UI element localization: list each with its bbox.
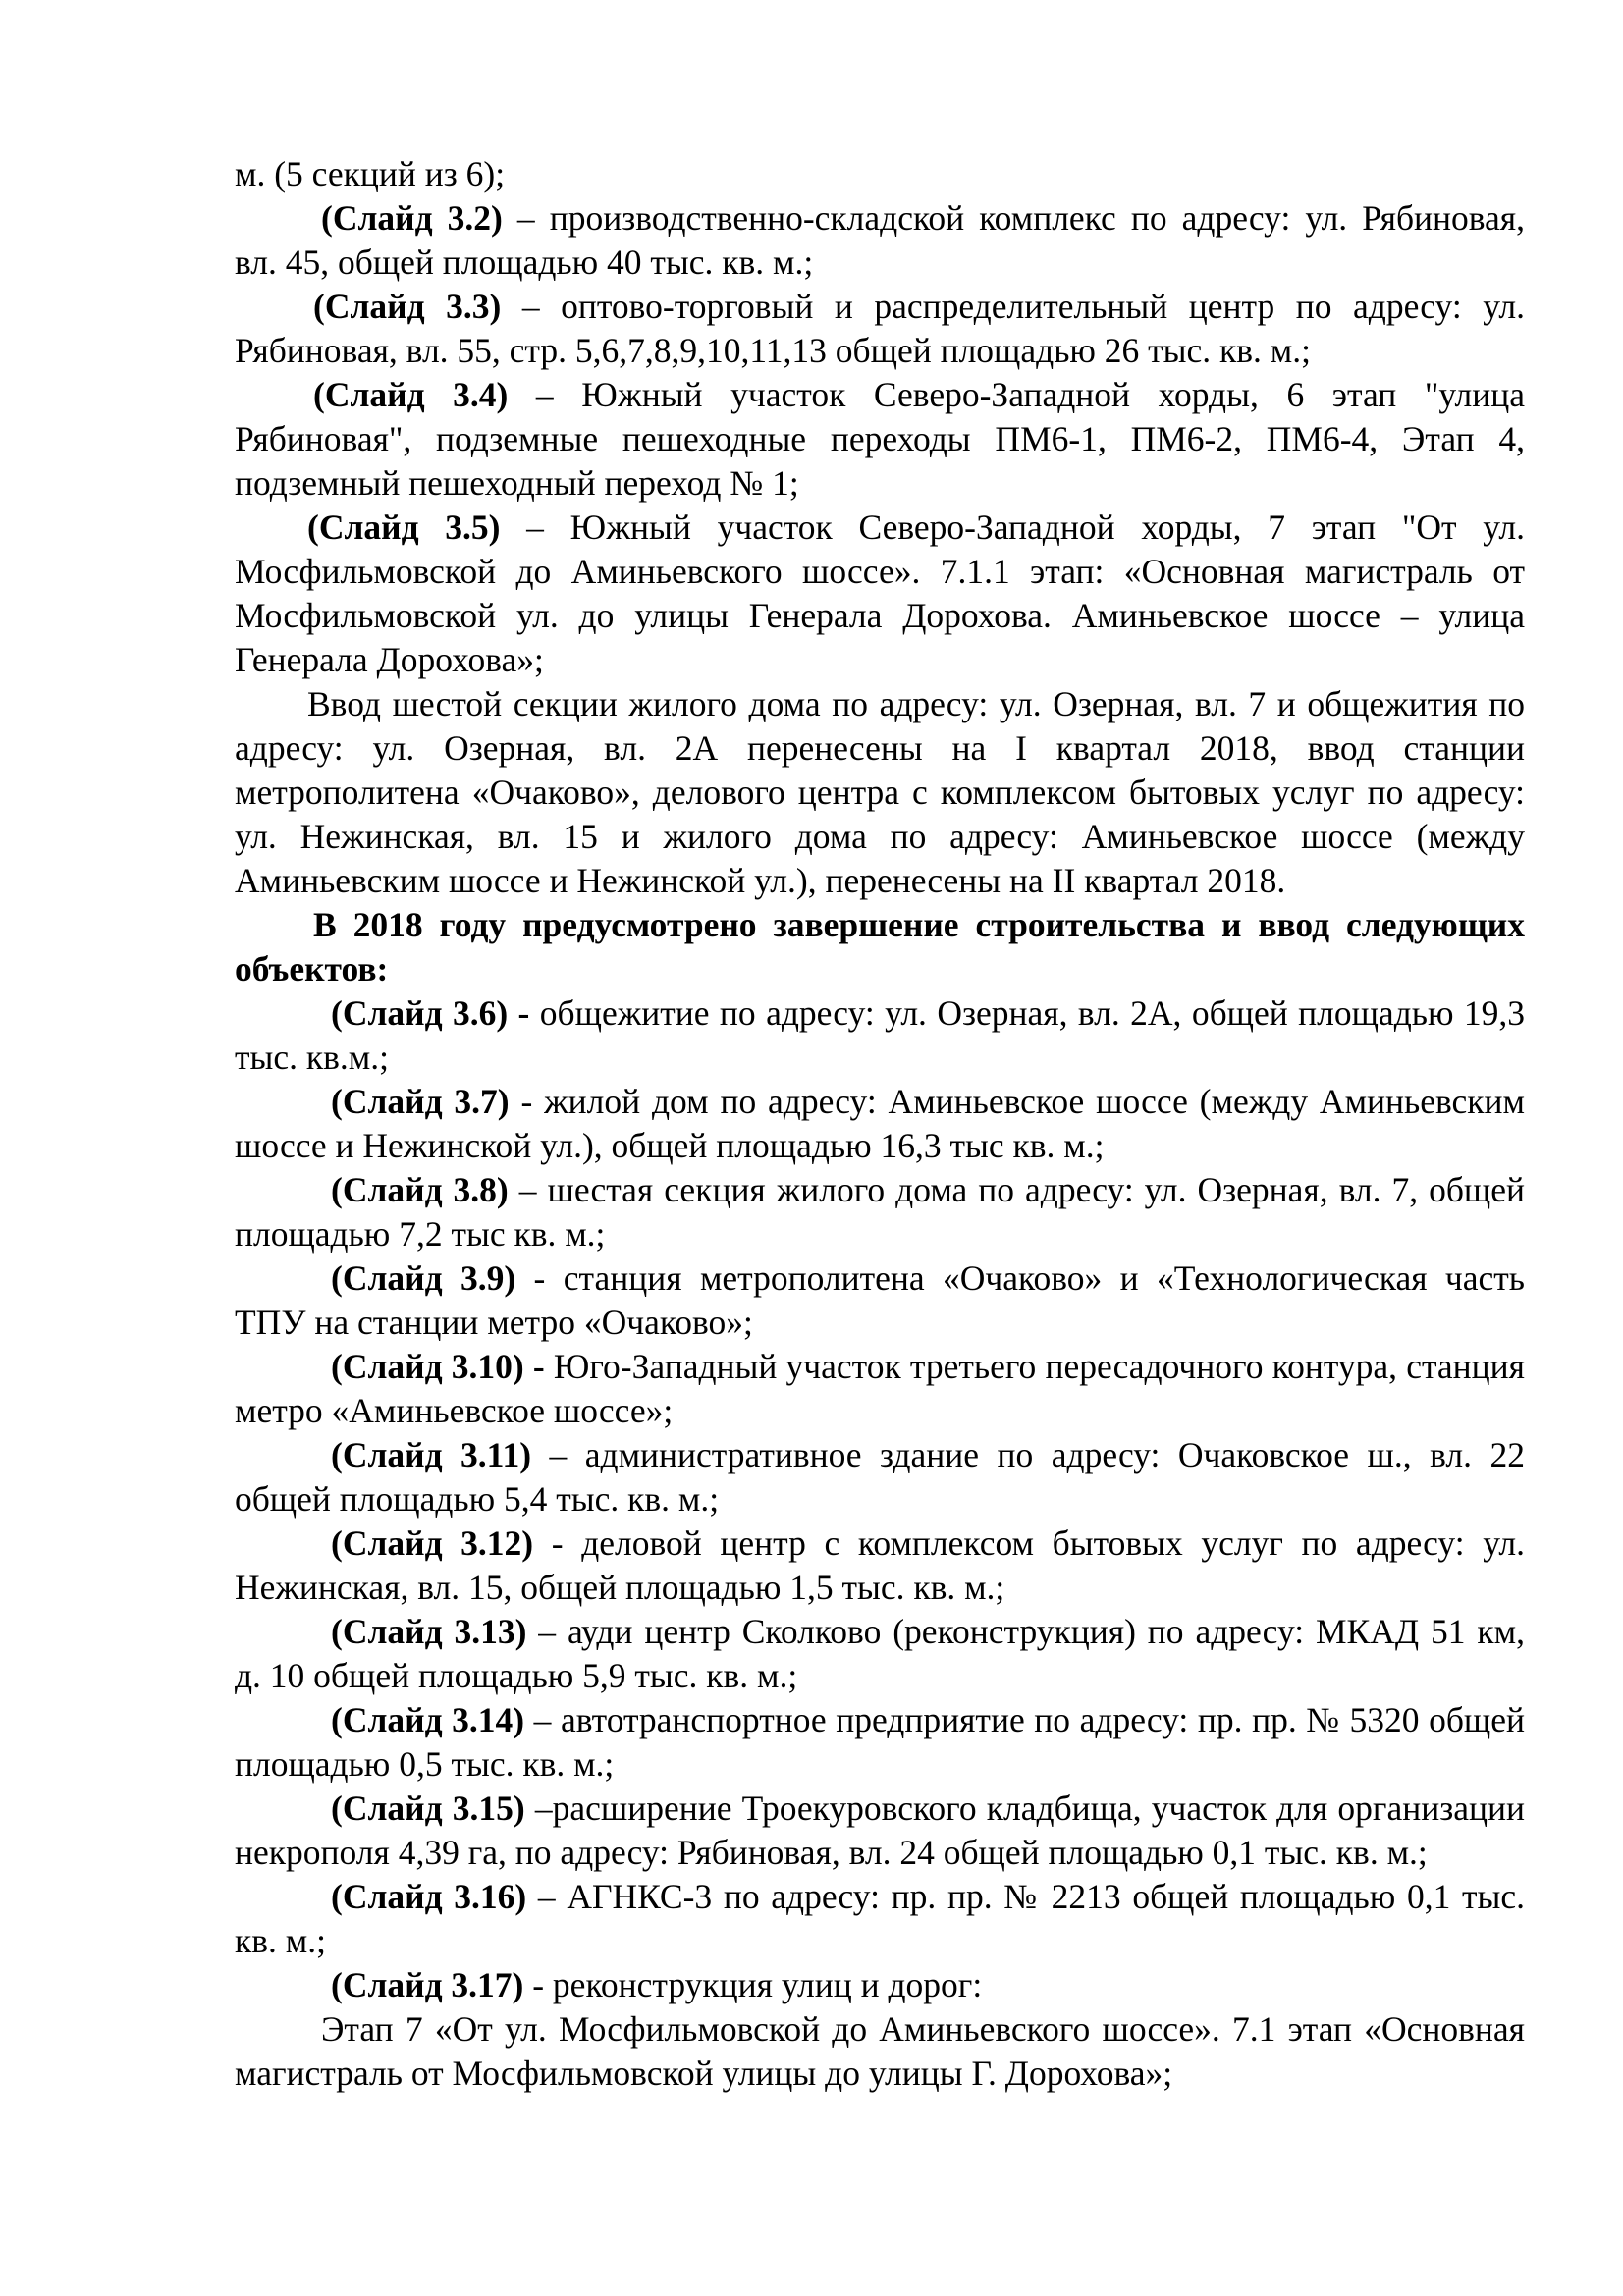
slide-reference: (Слайд 3.13) xyxy=(331,1612,527,1651)
slide-reference: (Слайд 3.15) xyxy=(331,1789,525,1828)
paragraph-slide-3-17 xyxy=(235,1963,1525,2007)
slide-reference: (Слайд 3.17) xyxy=(331,1965,524,2004)
paragraph-slide-3-11 xyxy=(235,1433,1525,1522)
paragraph-text: – ауди центр Сколково (реконструкция) по адресу: МКАД 51 км, д. 10 общей площадью 5,9 тыс. кв. м.; xyxy=(235,1612,1525,1695)
slide-reference: (Слайд 3.12) xyxy=(331,1523,534,1563)
slide-reference: (Слайд 3.14) xyxy=(331,1700,525,1739)
slide-reference: (Слайд 3.10) - xyxy=(331,1347,545,1386)
paragraph-slide-3-8 xyxy=(235,1168,1525,1256)
heading-text: В 2018 году предусмотрено завершение строительства и ввод следующих объектов: xyxy=(235,905,1525,988)
slide-reference: (Слайд 3.4) xyxy=(313,375,509,414)
paragraph-slide-3-7 xyxy=(235,1080,1525,1168)
paragraph-slide-3-14 xyxy=(235,1698,1525,1787)
slide-reference: (Слайд 3.16) xyxy=(331,1877,527,1916)
paragraph-text: Этап 7 «От ул. Мосфильмовской до Аминьевского шоссе». 7.1 этап «Основная магистраль от Мосфильмовской улицы до улицы Г. Дорохова»; xyxy=(235,2009,1525,2093)
paragraph-text: – производственно-складской комплекс по адресу: ул. Рябиновая, вл. 45, общей площадью 40 тыс. кв. м.; xyxy=(235,198,1526,282)
slide-reference: (Слайд 3.11) xyxy=(331,1435,532,1474)
paragraph-text: – Южный участок Северо-Западной хорды, 6 этап "улица Рябиновая", подземные пешеходные переходы ПМ6-1, ПМ6-2, ПМ6-4, Этап 4, подземный пешеходный переход № 1; xyxy=(235,375,1525,503)
paragraph-text: м. (5 секций из 6); xyxy=(235,154,506,193)
paragraph-slide-3-2 xyxy=(235,196,1525,285)
document-page xyxy=(235,152,1525,2096)
paragraph-text: - реконструкция улиц и дорог: xyxy=(523,1965,983,2004)
paragraph-continuation xyxy=(235,152,1525,196)
paragraph-text: - деловой центр с комплексом бытовых услуг по адресу: ул. Нежинская, вл. 15, общей площадью 1,5 тыс. кв. м.; xyxy=(235,1523,1525,1607)
paragraph-text: – АГНКС-3 по адресу: пр. пр. № 2213 общей площадью 0,1 тыс. кв. м.; xyxy=(235,1877,1526,1960)
paragraph-slide-3-12 xyxy=(235,1522,1525,1610)
paragraph-text: – оптово-торговый и распределительный центр по адресу: ул. Рябиновая, вл. 55, стр. 5,6,7,8,9,10,11,13 общей площадью 26 тыс. кв. м.; xyxy=(235,287,1526,370)
section-heading xyxy=(235,903,1525,991)
paragraph-text: Ввод шестой секции жилого дома по адресу: ул. Озерная, вл. 7 и общежития по адресу: ул. Озерная, вл. 2А перенесены на I квартал 2018, ввод станции метрополитена «Очаково», делового центра с комплексом бытовых услуг по адресу: ул. Нежинская, вл. 15 и жилого дома по адресу: Аминьевское шоссе (между Аминьевским шоссе и Нежинской ул.), перенесены на II квартал 2018. xyxy=(235,684,1525,900)
paragraph-stage-7 xyxy=(235,2007,1525,2096)
slide-reference: (Слайд 3.2) xyxy=(321,198,503,238)
slide-reference: (Слайд 3.8) xyxy=(331,1170,509,1209)
paragraph-slide-3-4 xyxy=(235,373,1525,506)
paragraph-slide-3-9 xyxy=(235,1256,1525,1345)
slide-reference: (Слайд 3.9) xyxy=(331,1258,516,1298)
paragraph-text: – шестая секция жилого дома по адресу: ул. Озерная, вл. 7, общей площадью 7,2 тыс кв. м.; xyxy=(235,1170,1525,1254)
slide-reference: (Слайд 3.5) xyxy=(307,507,501,547)
paragraph-postponement xyxy=(235,682,1525,903)
paragraph-slide-3-3 xyxy=(235,285,1525,373)
paragraph-text: – административное здание по адресу: Очаковское ш., вл. 22 общей площадью 5,4 тыс. кв. м.; xyxy=(235,1435,1525,1519)
paragraph-text: общежитие по адресу: ул. Озерная, вл. 2А, общей площадью 19,3 тыс. кв.м.; xyxy=(235,993,1526,1077)
paragraph-text: – автотранспортное предприятие по адресу: пр. пр. № 5320 общей площадью 0,5 тыс. кв. м.; xyxy=(235,1700,1525,1784)
paragraph-text: –расширение Троекуровского кладбища, участок для организации некрополя 4,39 га, по адресу: Рябиновая, вл. 24 общей площадью 0,1 тыс. кв. м.; xyxy=(235,1789,1526,1872)
paragraph-slide-3-13 xyxy=(235,1610,1525,1698)
paragraph-slide-3-6 xyxy=(235,991,1525,1080)
paragraph-text: - станция метрополитена «Очаково» и «Технологическая часть ТПУ на станции метро «Очаково»; xyxy=(235,1258,1526,1342)
slide-reference: (Слайд 3.3) xyxy=(313,287,502,326)
slide-reference: (Слайд 3.6) - xyxy=(331,993,530,1033)
paragraph-slide-3-10 xyxy=(235,1345,1525,1433)
paragraph-text: Юго-Западный участок третьего пересадочного контура, станция метро «Аминьевское шоссе»; xyxy=(235,1347,1525,1430)
paragraph-text: – Южный участок Северо-Западной хорды, 7 этап "От ул. Мосфильмовской до Аминьевского шоссе». 7.1.1 этап: «Основная магистраль от Мосфильмовской ул. до улицы Генерала Дорохова. Аминьевское шоссе – улица Генерала Дорохова»; xyxy=(235,507,1526,679)
paragraph-slide-3-5 xyxy=(235,506,1525,682)
paragraph-slide-3-16 xyxy=(235,1875,1525,1963)
slide-reference: (Слайд 3.7) xyxy=(331,1082,510,1121)
paragraph-slide-3-15 xyxy=(235,1787,1525,1875)
paragraph-text: - жилой дом по адресу: Аминьевское шоссе (между Аминьевским шоссе и Нежинской ул.), общей площадью 16,3 тыс кв. м.; xyxy=(235,1082,1525,1165)
